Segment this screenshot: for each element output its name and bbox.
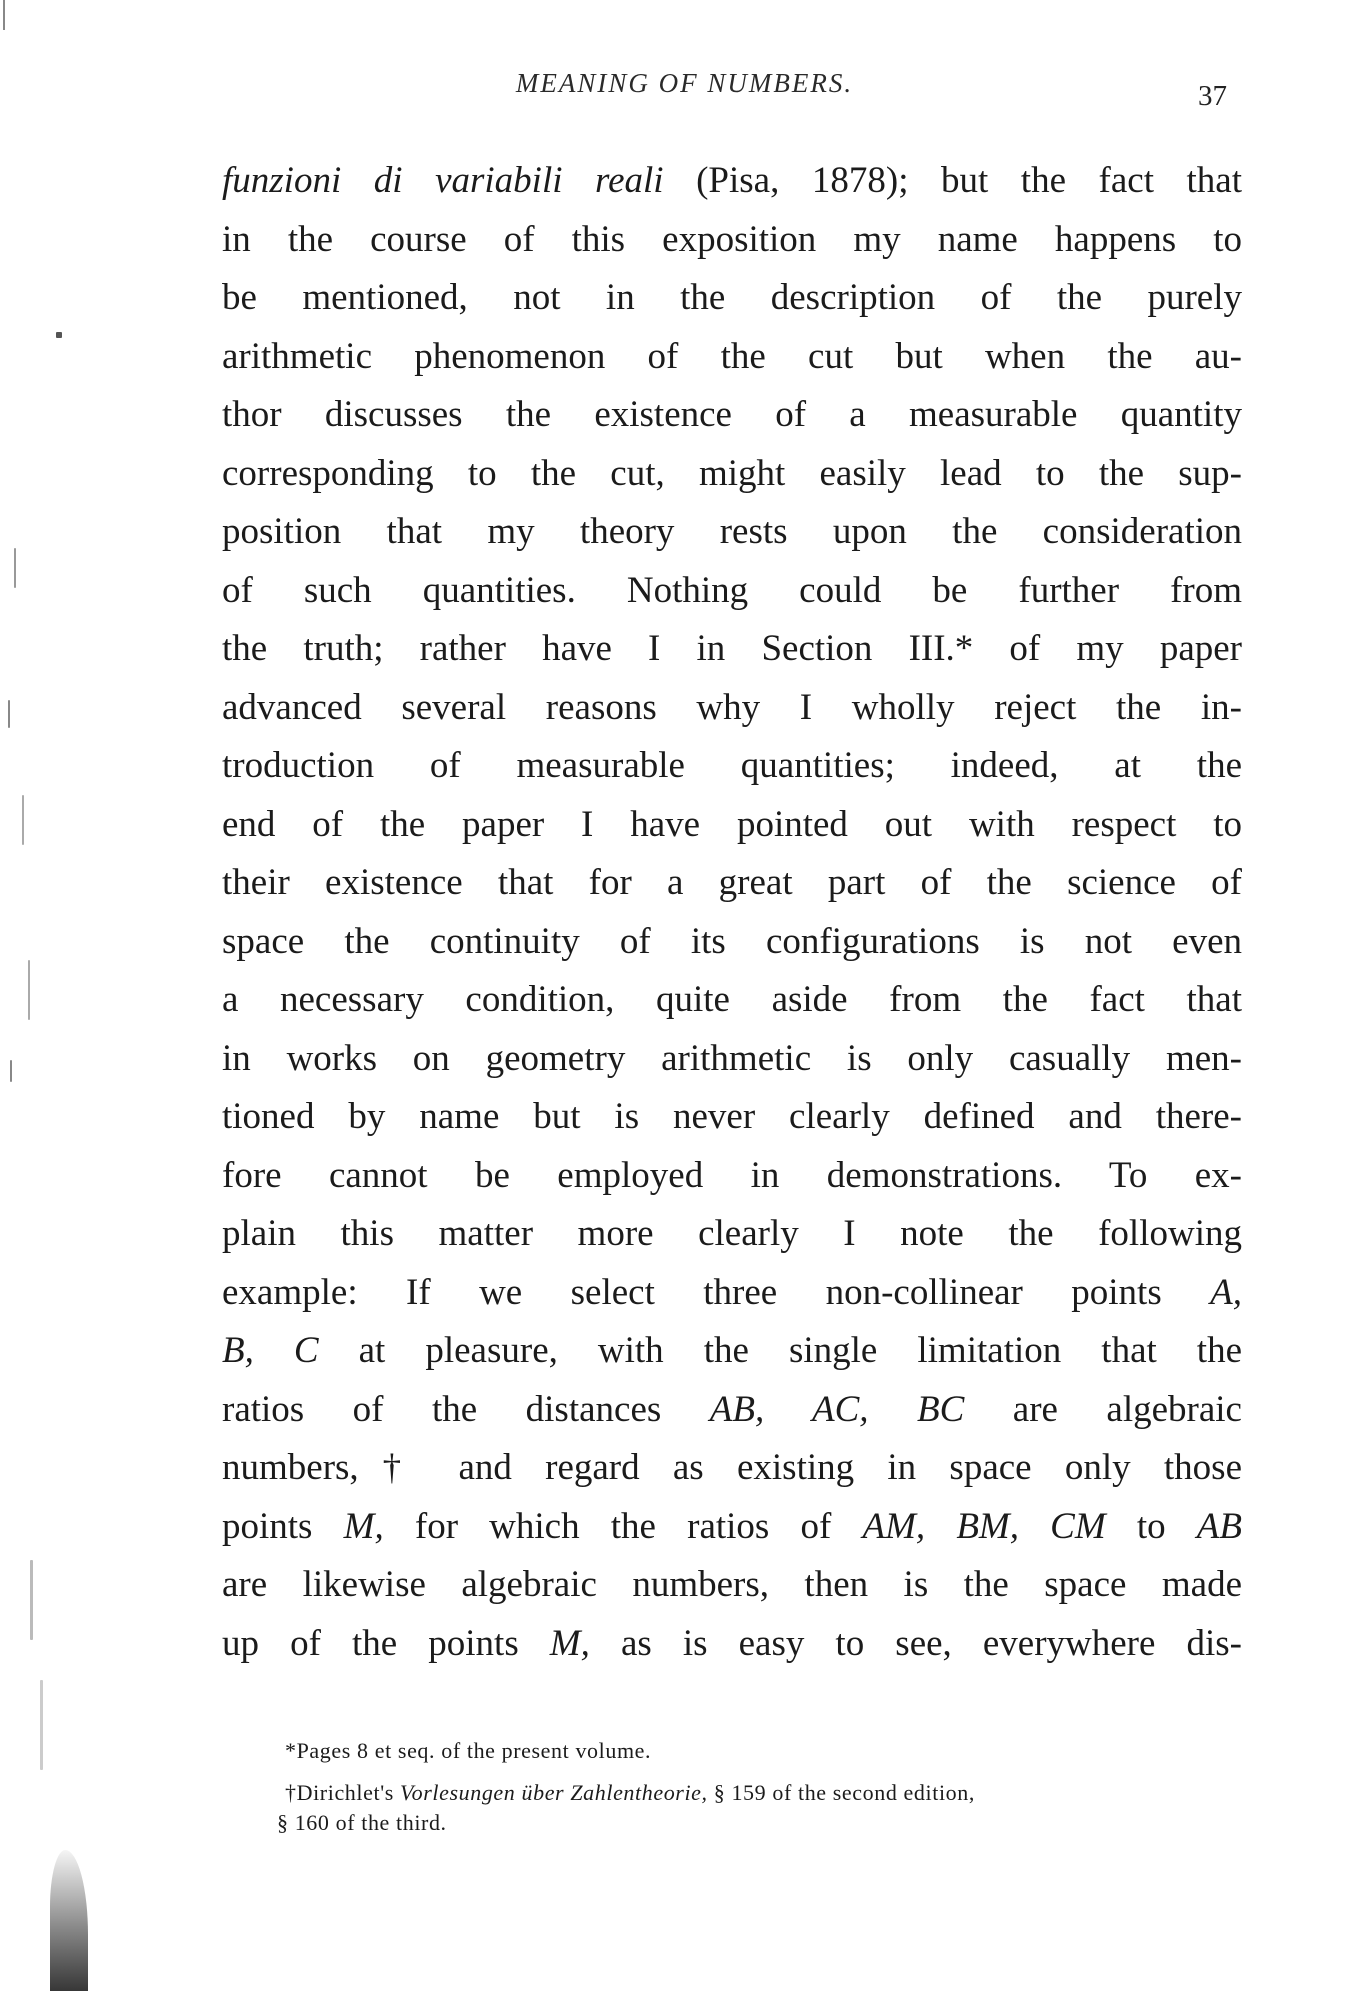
- text-span: the truth; rather have I in Section III.* of my paper: [222, 628, 1242, 669]
- scan-edge-blot: [50, 1850, 88, 1991]
- text-span: of such quantities. Nothing could be further from: [222, 569, 1242, 611]
- text-span: ratios of the distances: [222, 1388, 710, 1430]
- text-span: points: [222, 1505, 344, 1547]
- scan-speck: [22, 795, 24, 845]
- text-line: [222, 679, 1242, 738]
- text-span: advanced several reasons why I wholly reject the in-: [222, 686, 1242, 728]
- text-span: a necessary condition, quite aside from the fact that: [222, 979, 1242, 1020]
- italic-span: B, C: [222, 1330, 319, 1371]
- italic-span: AB: [1196, 1505, 1242, 1547]
- text-span: numbers,† and regard as existing in space only those: [222, 1447, 1242, 1488]
- text-line: [222, 1439, 1242, 1498]
- text-span: tioned by name but is never clearly defined and there-: [222, 1096, 1242, 1137]
- text-line: [222, 269, 1242, 328]
- italic-span: M,: [343, 1505, 384, 1547]
- text-line: [222, 386, 1242, 445]
- text-span: plain this matter more clearly I note the following: [222, 1213, 1242, 1254]
- text-line: [222, 1264, 1242, 1323]
- text-line: [222, 796, 1242, 855]
- text-span: be mentioned, not in the description of the purely: [222, 277, 1242, 318]
- text-line: [222, 971, 1242, 1030]
- text-line: [222, 1381, 1242, 1440]
- text-line: [222, 1322, 1242, 1381]
- text-line: [222, 1088, 1242, 1147]
- text-span: their existence that for a great part of the science of: [222, 862, 1242, 903]
- text-span: to: [1105, 1505, 1197, 1547]
- text-span: end of the paper I have pointed out with respect to: [222, 803, 1242, 845]
- text-line: [222, 854, 1242, 913]
- text-span: are likewise algebraic numbers, then is the space made: [222, 1564, 1242, 1605]
- text-line: [222, 445, 1242, 504]
- footnotes: [277, 1736, 1245, 1838]
- scan-edge-mark: [3, 0, 5, 30]
- text-line: [222, 328, 1242, 387]
- text-span: in the course of this exposition my name happens to: [222, 218, 1242, 260]
- text-span: example: If we select three non-collinear points: [222, 1271, 1211, 1313]
- text-span: (Pisa, 1878); but the fact that: [663, 160, 1243, 201]
- scan-speck: [28, 960, 30, 1020]
- text-line: [222, 1615, 1242, 1674]
- scan-speck: [14, 548, 16, 588]
- text-span: arithmetic phenomenon of the cut but when the au-: [222, 335, 1242, 377]
- scan-speck: [40, 1680, 43, 1770]
- italic-span: AB, AC, BC: [709, 1388, 965, 1430]
- text-span: at pleasure, with the single limitation that the: [318, 1330, 1243, 1371]
- text-line: [222, 1556, 1242, 1615]
- text-line: [222, 620, 1242, 679]
- text-line: [222, 737, 1242, 796]
- scan-speck: [10, 1060, 12, 1082]
- footnote-2-lead: †Dirichlet's: [285, 1780, 401, 1805]
- text-line: [222, 211, 1242, 270]
- text-span: in works on geometry arithmetic is only casually men-: [222, 1037, 1242, 1079]
- text-span: corresponding to the cut, might easily lead to the sup-: [222, 452, 1242, 494]
- text-span: thor discusses the existence of a measurable quantity: [222, 394, 1242, 435]
- text-span: space the continuity of its configurations is not even: [222, 920, 1242, 962]
- text-line: [222, 152, 1242, 211]
- text-line: [222, 1147, 1242, 1206]
- text-span: up of the points: [222, 1622, 550, 1664]
- text-line: [222, 562, 1242, 621]
- text-line: [222, 913, 1242, 972]
- text-span: as is easy to see, everywhere dis-: [589, 1622, 1242, 1664]
- footnote-1: *Pages 8 et seq. of the present volume.: [285, 1738, 652, 1763]
- text-span: fore cannot be employed in demonstrations. To ex-: [222, 1154, 1242, 1196]
- footnote-2-continuation: § 160 of the third.: [277, 1810, 447, 1835]
- text-line: [222, 1498, 1242, 1557]
- text-span: position that my theory rests upon the consideration: [222, 511, 1242, 552]
- running-header-title: MEANING OF NUMBERS.: [515, 68, 854, 98]
- footnote-2-rest: § 159 of the second edition,: [707, 1780, 975, 1805]
- text-span: for which the ratios of: [383, 1505, 863, 1547]
- text-span: are algebraic: [964, 1388, 1242, 1430]
- scan-speck: [56, 332, 62, 338]
- body-text: [222, 152, 1242, 1673]
- scan-speck: [30, 1560, 33, 1640]
- text-span: troduction of measurable quantities; indeed, at the: [222, 745, 1242, 786]
- italic-span: M,: [549, 1622, 590, 1664]
- text-line: [222, 503, 1242, 562]
- scan-speck: [8, 700, 10, 728]
- text-line: [222, 1205, 1242, 1264]
- italic-span: AM, BM, CM: [862, 1505, 1106, 1547]
- footnote-2-book-title: Vorlesungen über Zahlentheorie,: [400, 1780, 708, 1805]
- italic-span: funzioni di variabili reali: [222, 160, 664, 201]
- footnote-2: [285, 1778, 1245, 1808]
- text-line: [222, 1030, 1242, 1089]
- italic-span: A,: [1210, 1271, 1242, 1313]
- page-number: 37: [1198, 80, 1227, 112]
